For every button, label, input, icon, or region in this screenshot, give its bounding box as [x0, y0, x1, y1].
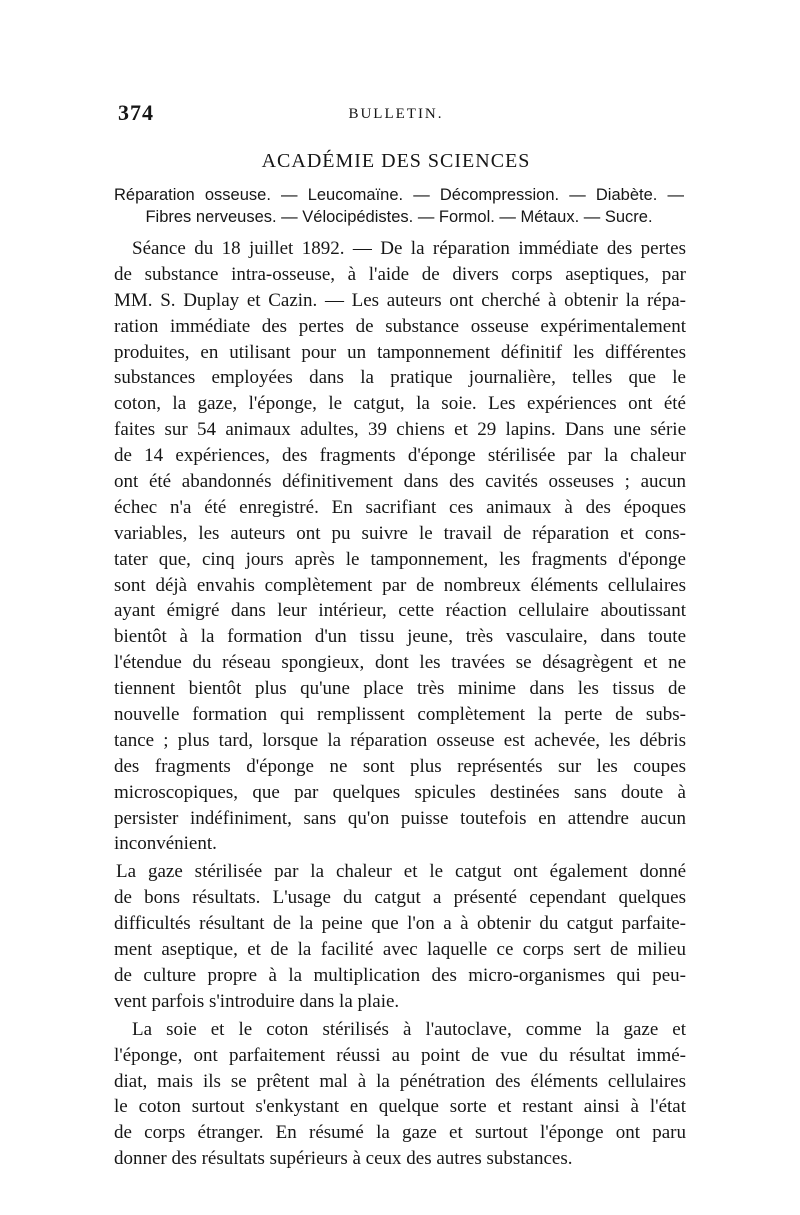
text-line: microscopiques, que par quelques spicules destinées sans doute à: [114, 781, 686, 803]
text-line: sont déjà envahis complètement par de nombreux éléments cellulaires: [114, 574, 686, 596]
text-line: des fragments d'éponge ne sont plus représentés sur les coupes: [114, 755, 686, 777]
body-text: [114, 236, 686, 1172]
paragraph: [114, 236, 686, 857]
text-line: le coton surtout s'enkystant en quelque sorte et restant ainsi à l'état: [114, 1096, 686, 1118]
text-line: diat, mais ils se prêtent mal à la pénétration des éléments cellulaires: [114, 1070, 686, 1092]
paragraph: [114, 1017, 686, 1172]
text-line: nouvelle formation qui remplissent complètement la perte de subs-: [114, 704, 686, 726]
running-title: BULLETIN.: [348, 106, 444, 122]
text-line: ayant émigré dans leur intérieur, cette réaction cellulaire aboutissant: [114, 600, 686, 622]
keywords-summary: [114, 184, 684, 228]
text-line: La soie et le coton stérilisés à l'autoclave, comme la gaze et: [132, 1018, 686, 1040]
text-line: coton, la gaze, l'éponge, le catgut, la soie. Les expériences ont été: [114, 393, 686, 415]
text-line: échec n'a été enregistré. En sacrifiant ces animaux à des époques: [114, 496, 686, 518]
text-line: MM. S. Duplay et Cazin. — Les auteurs ont cherché à obtenir la répa-: [114, 289, 686, 311]
paragraph: [114, 859, 686, 1014]
text-line: donner des résultats supérieurs à ceux des autres substances.: [114, 1148, 573, 1170]
text-line: faites sur 54 animaux adultes, 39 chiens et 29 lapins. Dans une série: [114, 419, 686, 441]
text-line: ont été abandonnés définitivement dans des cavités osseuses ; aucun: [114, 471, 686, 493]
text-line: de 14 expériences, des fragments d'éponge stérilisée par la chaleur: [114, 445, 686, 467]
text-line: de substance intra-osseuse, à l'aide de divers corps aseptiques, par: [114, 263, 686, 285]
text-line: de culture propre à la multiplication des micro-organismes qui peu-: [114, 964, 686, 986]
text-line: tance ; plus tard, lorsque la réparation osseuse est achevée, les débris: [114, 729, 686, 751]
text-line: difficultés résultant de la peine que l'on a à obtenir du catgut parfaite-: [114, 913, 686, 935]
text-line: bientôt à la formation d'un tissu jeune, très vasculaire, dans toute: [114, 626, 686, 648]
text-line: La gaze stérilisée par la chaleur et le catgut ont également donné: [116, 861, 686, 883]
running-head: [118, 100, 674, 130]
text-line: variables, les auteurs ont pu suivre le travail de réparation et cons-: [114, 522, 686, 544]
text-line: vent parfois s'introduire dans la plaie.: [114, 990, 400, 1012]
text-line: Séance du 18 juillet 1892. — De la réparation immédiate des pertes: [132, 238, 686, 259]
text-line: produites, en utilisant pour un tamponnement définitif les différentes: [114, 341, 686, 363]
section-heading: ACADÉMIE DES SCIENCES: [261, 150, 531, 172]
keywords-line: Fibres nerveuses. — Vélocipédistes. — Formol. — Métaux. — Sucre.: [145, 208, 653, 226]
text-line: de corps étranger. En résumé la gaze et surtout l'éponge ont paru: [114, 1122, 686, 1144]
keywords-line: Réparation osseuse. — Leucomaïne. — Décompression. — Diabète. —: [114, 186, 684, 204]
text-line: tater que, cinq jours après le tamponnement, les fragments d'éponge: [114, 548, 686, 570]
text-line: inconvénient.: [114, 833, 217, 855]
text-line: ration immédiate des pertes de substance osseuse expérimentalement: [114, 315, 686, 337]
text-line: de bons résultats. L'usage du catgut a présenté cependant quelques: [114, 887, 686, 909]
text-line: l'éponge, ont parfaitement réussi au point de vue du résultat immé-: [114, 1044, 686, 1066]
text-line: tiennent bientôt plus qu'une place très minime dans les tissus de: [114, 678, 686, 700]
text-line: ment aseptique, et de la facilité avec laquelle ce corps sert de milieu: [114, 939, 686, 961]
page-number: 374: [118, 100, 154, 125]
text-line: l'étendue du réseau spongieux, dont les travées se désagrègent et ne: [114, 652, 686, 674]
text-line: substances employées dans la pratique journalière, telles que le: [114, 367, 686, 389]
text-line: persister indéfiniment, sans qu'on puisse toutefois en attendre aucun: [114, 807, 686, 829]
